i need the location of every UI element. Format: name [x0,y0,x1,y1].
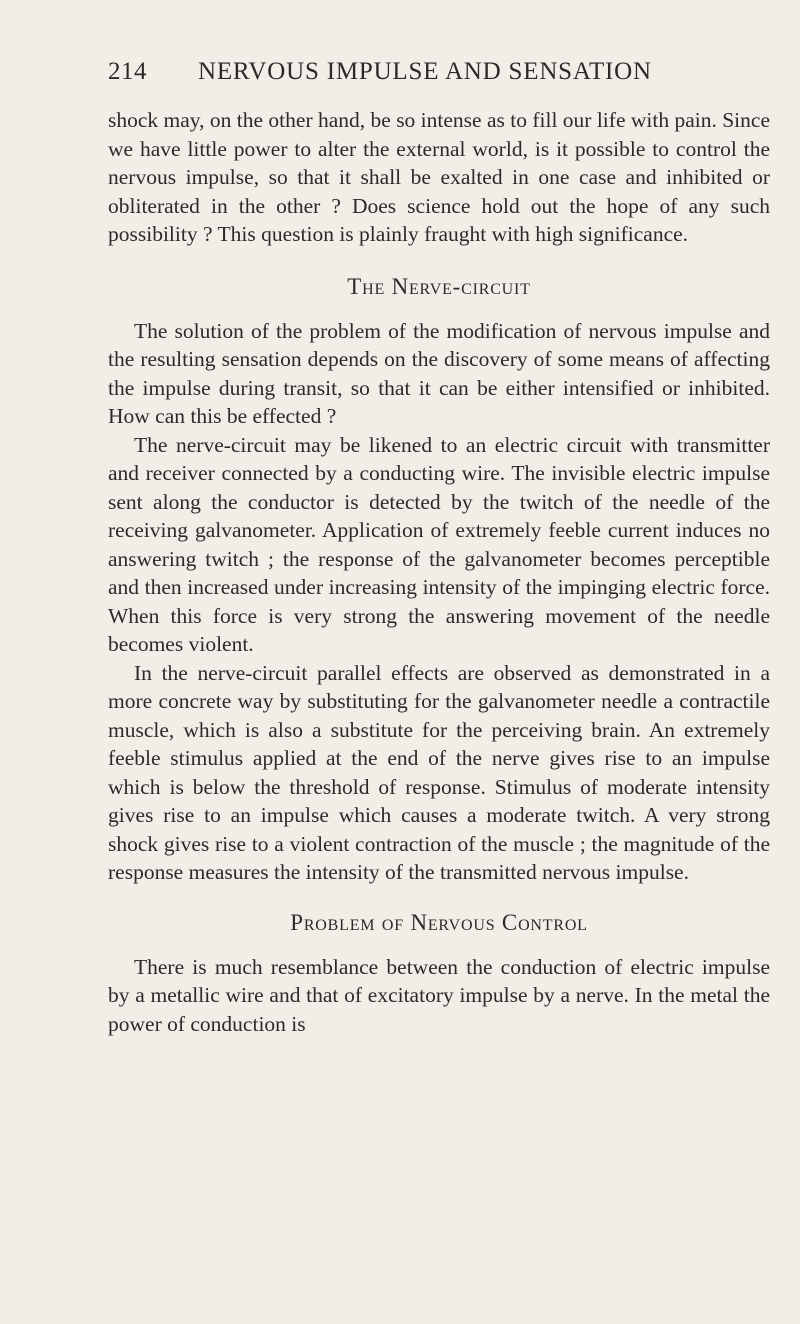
paragraph-2: The solution of the problem of the modification of nervous impulse and the resulting sensation depends on the discovery of some means of affecting the impulse during transit, so that it can be either intensified or inhibited. How can this be effected ? [108,318,770,428]
paragraph-5: There is much resemblance between the conduction of electric impulse by a metallic wire and that of excitatory impulse by a nerve. In the metal the power of conduction is [108,954,770,1036]
paragraph-1: shock may, on the other hand, be so intense as to fill our life with pain. Since we have little power to alter the external world, is it possible to control the nervous impulse, so that it shall be exalted in one case and inhibited or obliterated in the other ? Does science hold out the hope of any such possibility ? This question is plainly fraught with high significance. [108,108,770,246]
body-text [108,106,770,1038]
section-heading-nervous-control: Problem of Nervous Control [290,909,588,935]
paragraph-3: The nerve-circuit may be likened to an electric circuit with transmitter and receiver connected by a conducting wire. The invisible electric impulse sent along the conductor is detected by the twitch of the needle of the receiving galvanometer. Application of extremely feeble current induces no answering twitch ; the response of the galvanometer becomes perceptible and then increased under increasing intensity of the impinging electric force. When this force is very strong the answering movement of the needle becomes violent. [108,432,770,656]
running-title: NERVOUS IMPULSE AND SENSATION [198,58,652,85]
paragraph-4: In the nerve-circuit parallel effects are observed as demonstrated in a more concrete way by substituting for the galvanometer needle a contractile muscle, which is also a substitute for the perceiving brain. An extremely feeble stimulus applied at the end of the nerve gives rise to an impulse which is below the threshold of response. Stimulus of moderate intensity gives rise to an impulse which causes a moderate twitch. A very strong shock gives rise to a violent contraction of the muscle ; the magnitude of the response measures the intensity of the transmitted nervous impulse. [108,660,770,884]
running-head [108,58,770,98]
page-number: 214 [108,58,147,85]
book-page [108,58,770,1038]
section-heading-nerve-circuit: The Nerve-circuit [347,273,531,299]
